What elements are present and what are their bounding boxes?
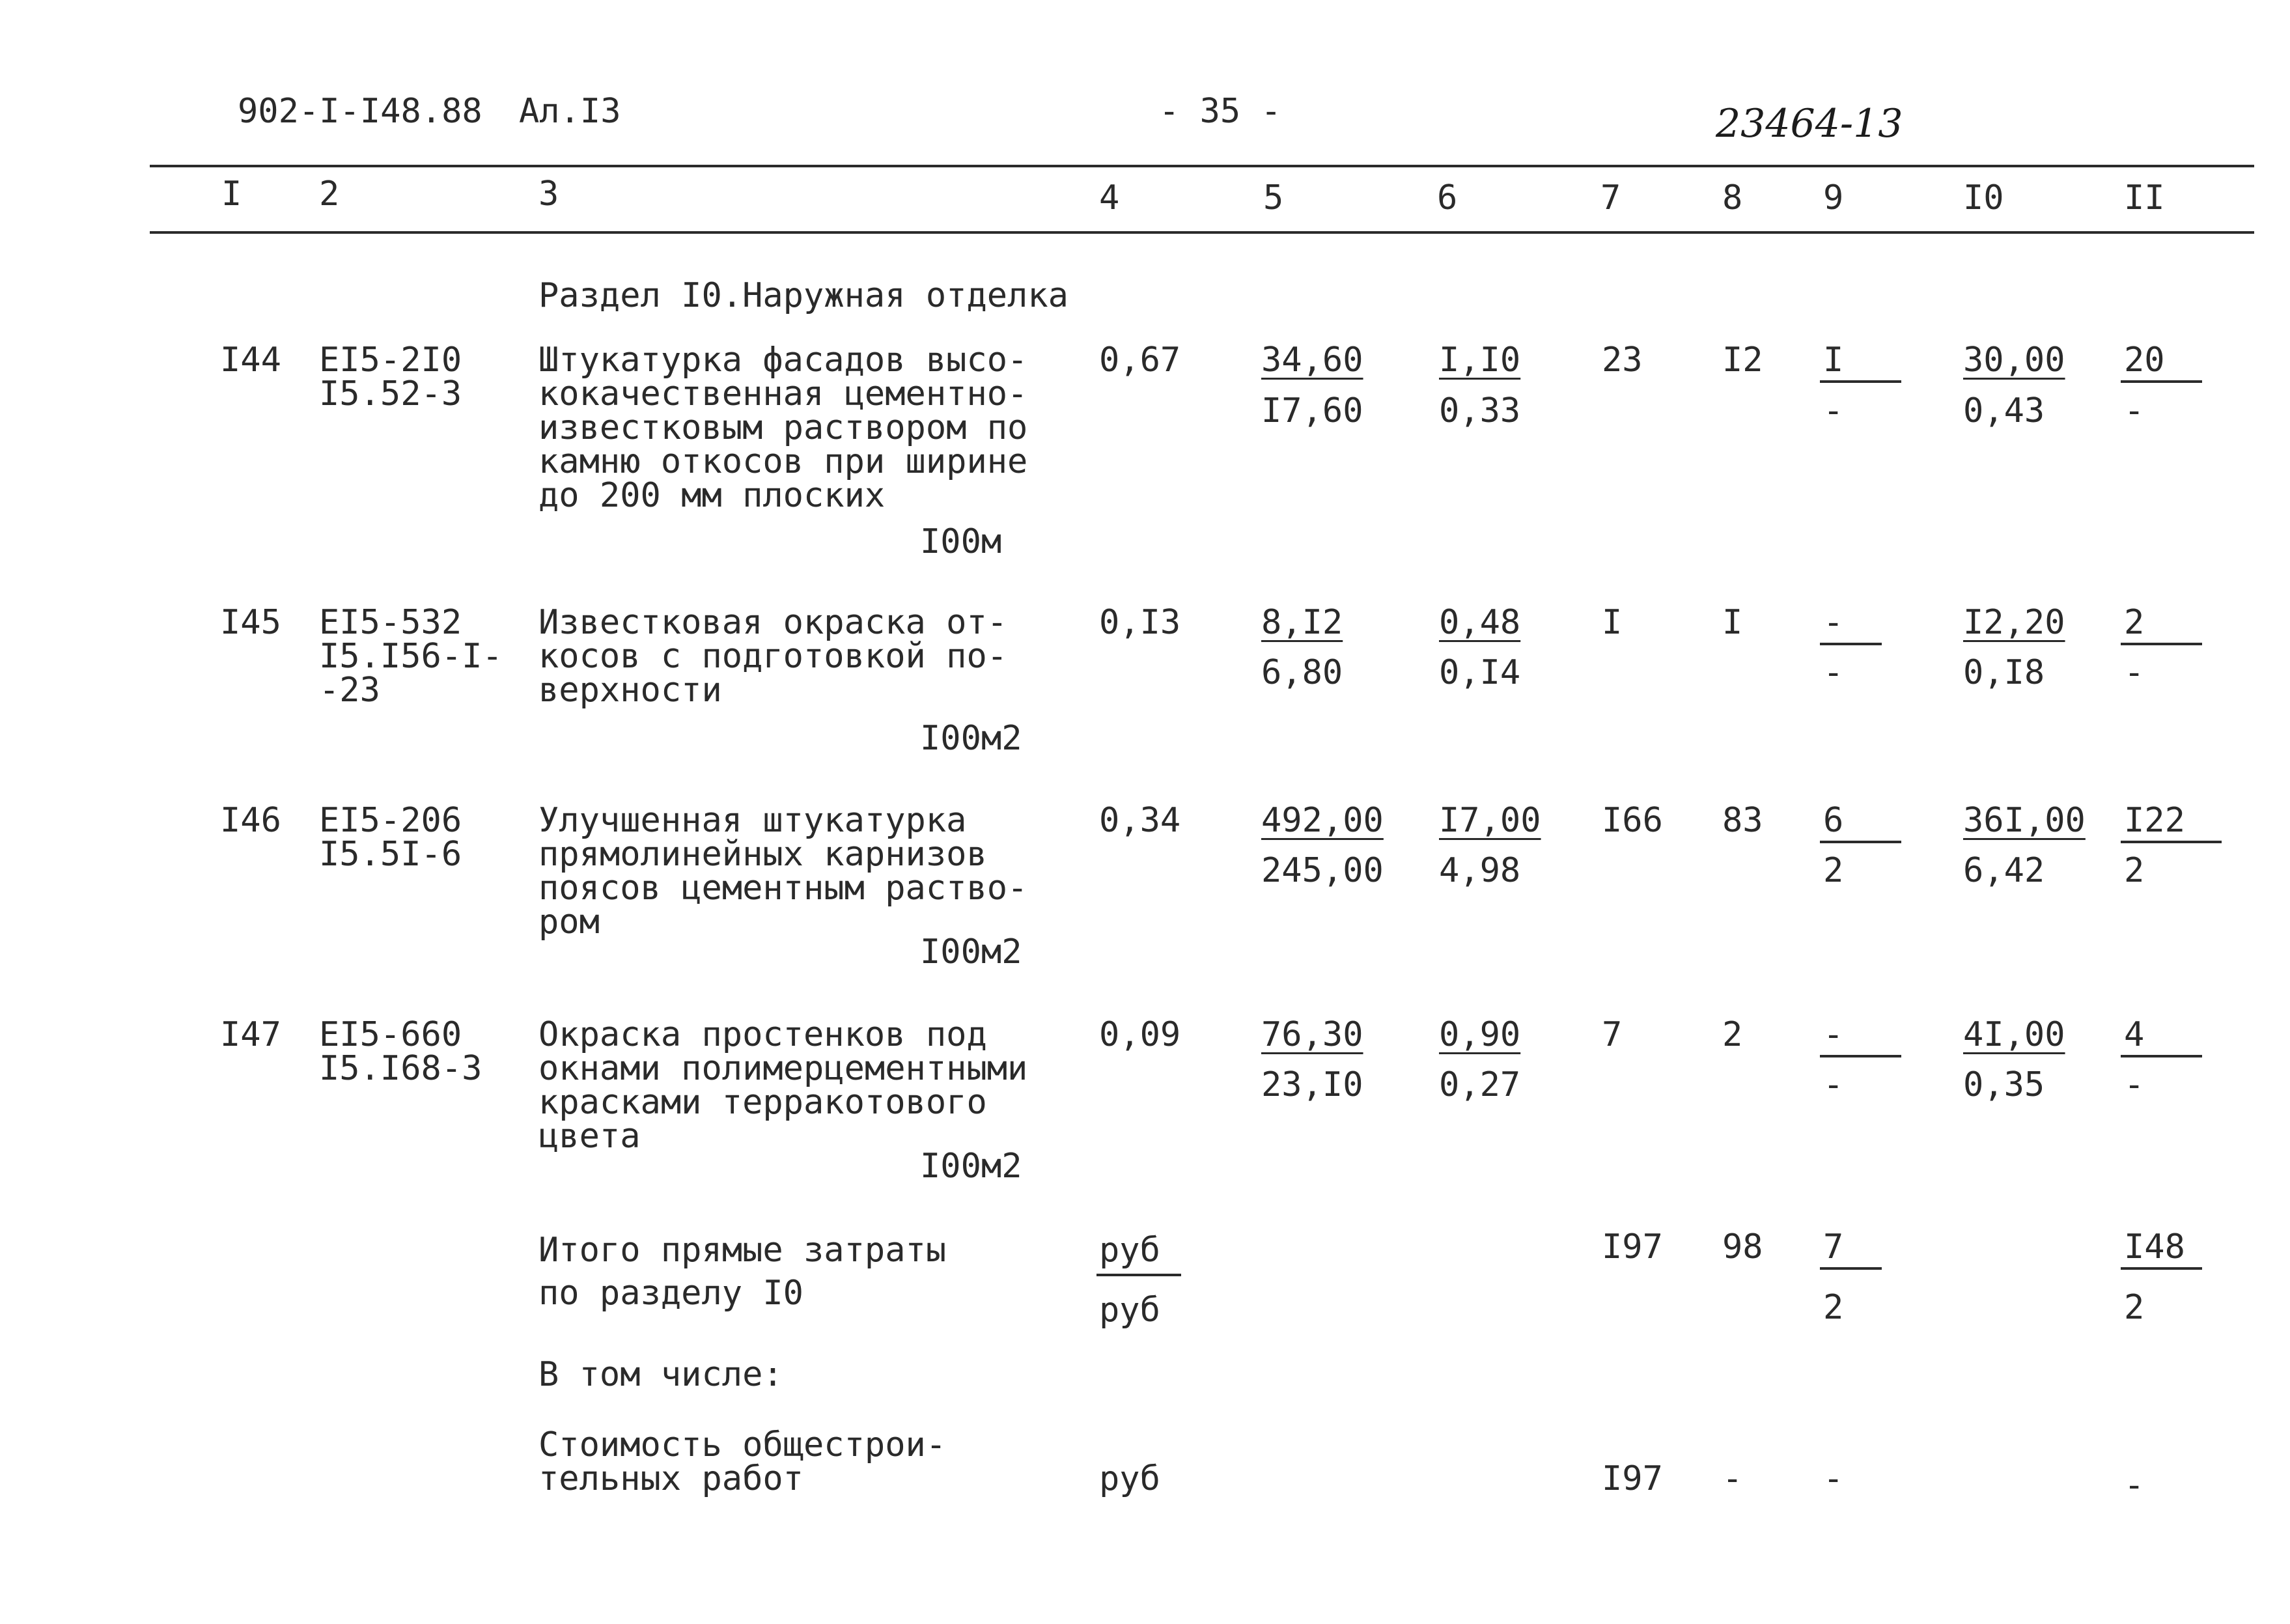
price-denominator: I7,60 <box>1261 391 1363 430</box>
cost-denominator: 6,42 <box>1963 851 2045 890</box>
row-number: I46 <box>220 801 281 840</box>
cost-value: I2 <box>1722 341 1763 380</box>
fraction-line <box>2121 1055 2202 1057</box>
cost-numerator: 4I,00 <box>1963 1015 2065 1054</box>
sheet-number: Ал.I3 <box>519 92 621 131</box>
general-value: - <box>2124 1466 2145 1505</box>
cost-denominator: - <box>2124 391 2145 430</box>
column-header: 9 <box>1823 178 1844 217</box>
general-value: I97 <box>1602 1459 1663 1498</box>
document-code: 902-I-I48.88 <box>238 92 482 131</box>
page-number: - 35 - <box>1159 92 1281 131</box>
price-numerator: 76,30 <box>1261 1015 1363 1054</box>
price-denominator: 23,I0 <box>1261 1065 1363 1104</box>
price-numerator: 8,I2 <box>1261 603 1343 642</box>
cost-denominator: 0,35 <box>1963 1065 2045 1104</box>
price-numerator: 492,00 <box>1261 801 1384 840</box>
column-header: 7 <box>1600 178 1621 217</box>
quantity: 0,09 <box>1099 1015 1181 1054</box>
work-description: Улучшенная штукатурка прямолинейных карнизов поясов цементным раство- ром <box>538 801 1028 942</box>
cost-value: 83 <box>1722 801 1763 840</box>
cost-value: I66 <box>1602 801 1663 840</box>
unit: I00м2 <box>920 932 1022 972</box>
cost-denominator: - <box>2124 653 2145 692</box>
general-unit: руб <box>1099 1459 1160 1498</box>
row-number: I47 <box>220 1015 281 1054</box>
rate-code: EI5-660 I5.I68-3 <box>319 1015 482 1088</box>
column-header: 6 <box>1437 178 1458 217</box>
price-denominator: 0,33 <box>1439 391 1521 430</box>
fraction-line <box>1096 1274 1181 1276</box>
price-denominator: 0,I4 <box>1439 653 1521 692</box>
unit: I00м2 <box>920 1147 1022 1186</box>
quantity: 0,67 <box>1099 341 1181 380</box>
totals-unit: руб <box>1099 1291 1160 1330</box>
totals-denominator: 2 <box>1823 1288 1844 1327</box>
cost-denominator: 2 <box>2124 851 2145 890</box>
price-numerator: 0,90 <box>1439 1015 1521 1054</box>
fraction-line <box>2121 643 2202 645</box>
totals-numerator: I48 <box>2124 1227 2185 1267</box>
price-denominator: 6,80 <box>1261 653 1343 692</box>
column-header: 2 <box>319 175 340 214</box>
totals-label: Итого прямые затраты <box>538 1231 947 1270</box>
column-header: 8 <box>1722 178 1743 217</box>
price-numerator: I7,00 <box>1439 801 1541 840</box>
unit: I00м <box>920 522 1002 561</box>
rate-code: EI5-532 I5.I56-I- -23 <box>319 603 503 710</box>
totals-numerator: 7 <box>1823 1227 1844 1267</box>
cost-numerator: 4 <box>2124 1015 2145 1054</box>
cost-denominator: - <box>1823 653 1844 692</box>
section-title: Раздел I0.Наружная отделка <box>538 276 1068 315</box>
totals-denominator: 2 <box>2124 1288 2145 1327</box>
fraction-line <box>2121 1267 2202 1270</box>
fraction-line <box>1820 643 1882 645</box>
cost-value: 7 <box>1602 1015 1623 1054</box>
column-header: 4 <box>1099 178 1120 217</box>
price-denominator: 0,27 <box>1439 1065 1521 1104</box>
cost-numerator: I2,20 <box>1963 603 2065 642</box>
column-header: I <box>221 175 242 214</box>
table-header-rule <box>150 231 2254 234</box>
cost-numerator: 2 <box>2124 603 2145 642</box>
general-value: - <box>1823 1459 1844 1498</box>
cost-numerator: I22 <box>2124 801 2185 840</box>
cost-numerator: I <box>1823 341 1844 380</box>
cost-denominator: - <box>1823 391 1844 430</box>
fraction-line <box>2121 380 2202 383</box>
rate-code: EI5-206 I5.5I-6 <box>319 801 462 874</box>
fraction-line <box>1820 1267 1882 1270</box>
general-value: - <box>1722 1459 1743 1498</box>
row-number: I45 <box>220 603 281 642</box>
unit: I00м2 <box>920 719 1022 758</box>
price-numerator: I,I0 <box>1439 341 1521 380</box>
fraction-line <box>2121 841 2222 843</box>
column-header: 3 <box>538 175 559 214</box>
totals-unit: руб <box>1099 1231 1160 1270</box>
cost-denominator: - <box>1823 1065 1844 1104</box>
work-description: Известковая окраска от- косов с подготовкой по- верхности <box>538 603 1008 710</box>
general-label: Стоимость общестрои- тельных работ <box>538 1425 947 1498</box>
price-denominator: 4,98 <box>1439 851 1521 890</box>
fraction-line <box>1820 841 1901 843</box>
totals-label: по разделу I0 <box>538 1274 803 1313</box>
cost-numerator: - <box>1823 1015 1844 1054</box>
handwritten-number: 23464-13 <box>1716 101 1903 147</box>
cost-numerator: - <box>1823 603 1844 642</box>
totals-value: I97 <box>1602 1227 1663 1267</box>
work-description: Окраска простенков под окнами полимерцементными красками терракотового цвета <box>538 1015 1028 1156</box>
work-description: Штукатурка фасадов высо- кокачественная цементно- известковым раствором по камню откосов при ширине до 200 мм плоских <box>538 341 1028 515</box>
cost-value: I <box>1602 603 1623 642</box>
cost-denominator: - <box>2124 1065 2145 1104</box>
including-label: В том числе: <box>538 1355 783 1394</box>
cost-numerator: 36I,00 <box>1963 801 2086 840</box>
fraction-line <box>1820 380 1901 383</box>
cost-value: I <box>1722 603 1743 642</box>
column-header: II <box>2124 178 2165 217</box>
cost-denominator: 2 <box>1823 851 1844 890</box>
table-top-rule <box>150 165 2254 167</box>
cost-value: 2 <box>1722 1015 1743 1054</box>
price-numerator: 34,60 <box>1261 341 1363 380</box>
cost-numerator: 30,00 <box>1963 341 2065 380</box>
cost-value: 23 <box>1602 341 1643 380</box>
price-numerator: 0,48 <box>1439 603 1521 642</box>
cost-denominator: 0,43 <box>1963 391 2045 430</box>
cost-denominator: 0,I8 <box>1963 653 2045 692</box>
price-denominator: 245,00 <box>1261 851 1384 890</box>
fraction-line <box>1820 1055 1901 1057</box>
rate-code: EI5-2I0 I5.52-3 <box>319 341 462 413</box>
column-header: 5 <box>1263 178 1284 217</box>
quantity: 0,I3 <box>1099 603 1181 642</box>
cost-numerator: 20 <box>2124 341 2165 380</box>
column-header: I0 <box>1963 178 2004 217</box>
cost-numerator: 6 <box>1823 801 1844 840</box>
totals-value: 98 <box>1722 1227 1763 1267</box>
row-number: I44 <box>220 341 281 380</box>
quantity: 0,34 <box>1099 801 1181 840</box>
